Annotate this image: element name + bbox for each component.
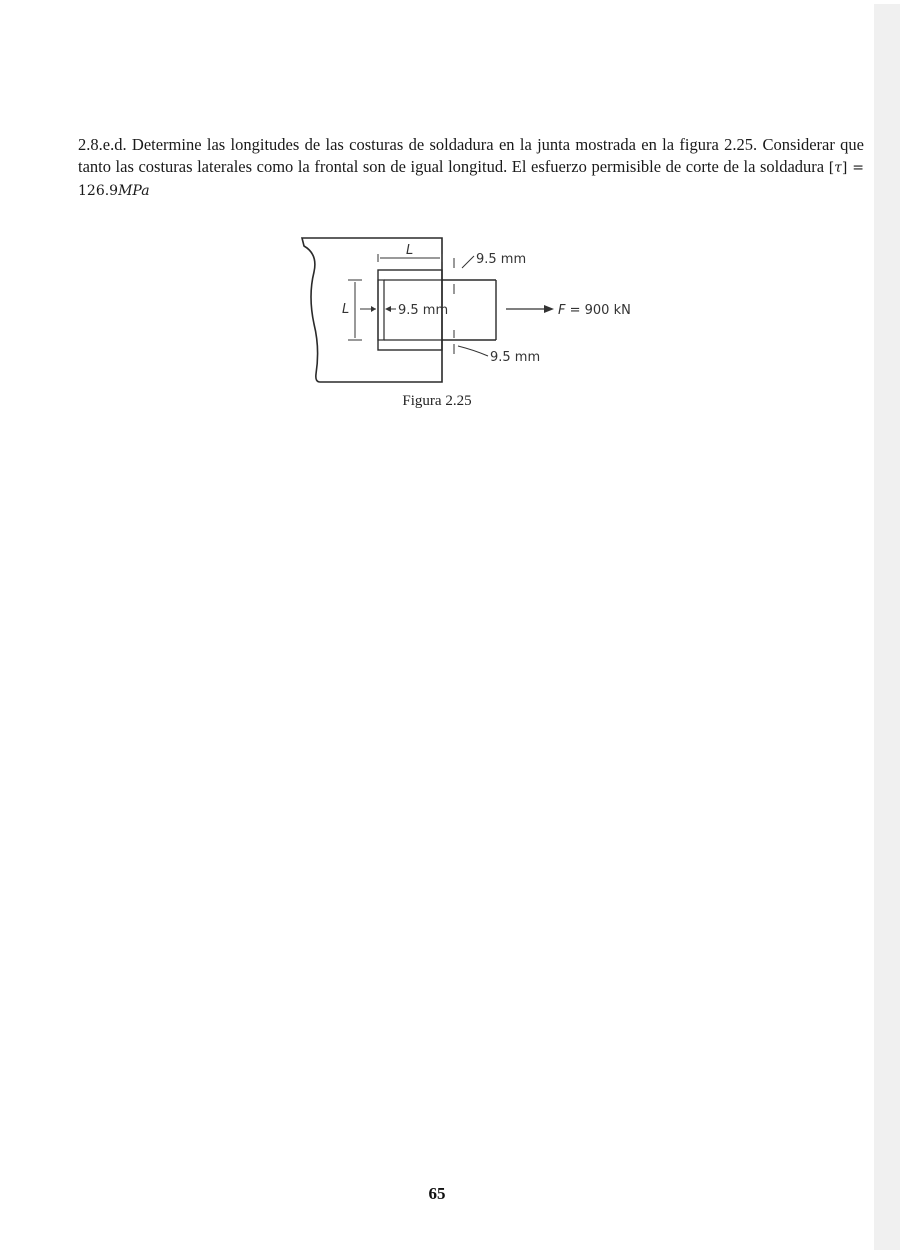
- dim-bottom-text: 9.5 mm: [490, 350, 541, 365]
- label-L-left: L: [342, 302, 350, 317]
- dim-top-text: 9.5 mm: [476, 252, 527, 267]
- dim-middle-text: 9.5 mm: [398, 303, 449, 318]
- figure-caption: Figura 2.25: [402, 393, 472, 409]
- middle-arrow-head: [385, 306, 391, 312]
- formula-value: ] = 126.9: [78, 160, 864, 199]
- problem-paragraph: [78, 134, 864, 202]
- weld-joint-diagram: [296, 232, 676, 386]
- page-number: 65: [428, 1184, 446, 1203]
- label-L-top: L: [406, 243, 414, 258]
- formula-unit: MPa: [118, 183, 150, 199]
- weld-joint-figure: [296, 232, 676, 386]
- force-value: = 900 kN: [565, 303, 631, 318]
- left-arrow-head: [371, 306, 376, 312]
- force-symbol: F: [558, 303, 566, 318]
- dim-top-leader: [462, 256, 474, 268]
- strip-extension: [442, 280, 496, 340]
- front-weld-seam: [378, 280, 384, 340]
- problem-statement: [78, 134, 864, 202]
- force-arrow-head: [544, 305, 554, 313]
- scrollbar-track[interactable]: [874, 4, 900, 1250]
- formula-tau: τ: [834, 160, 842, 176]
- problem-text-body: 2.8.e.d. Determine las longitudes de las costuras de soldadura en la junta mostrada en la figura 2.25. Considerar que tanto las costuras laterales como la frontal son de igual longitud. El esfuerzo permisible de corte de la soldadura: [78, 135, 864, 176]
- formula-bracket-open: [: [828, 160, 835, 176]
- dim-bottom-leader: [458, 346, 488, 356]
- force-label: [558, 303, 631, 318]
